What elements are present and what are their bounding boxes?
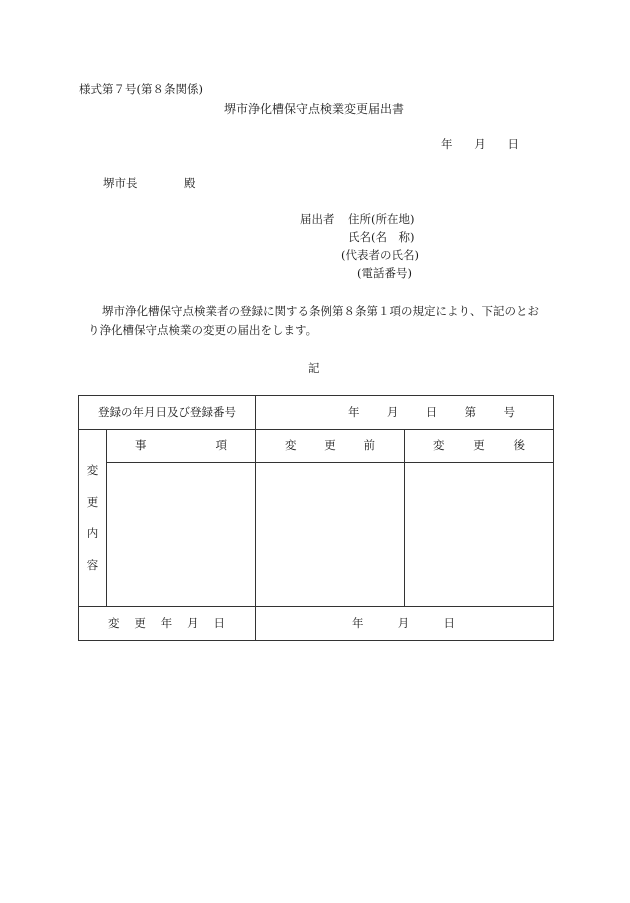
item-header-char: 項	[215, 438, 227, 453]
change-content-char: 容	[86, 557, 99, 572]
body-text-line2: り浄化槽保守点検業の変更の届出をします。	[88, 323, 318, 337]
notifier-address-label: 住所(所在地)	[348, 212, 415, 226]
change-date-label-char: 変	[108, 615, 120, 630]
date-month-label: 月	[474, 137, 486, 151]
item-header-char: 事	[135, 438, 147, 453]
before-header-char: 前	[363, 438, 375, 453]
change-date-day: 日	[443, 615, 455, 630]
registration-year: 年	[348, 404, 360, 419]
change-date-label-cell	[79, 607, 256, 641]
change-date-label-char: 更	[134, 615, 146, 630]
change-date-label-char: 年	[160, 615, 173, 630]
notifier-label: 届出者	[300, 212, 335, 226]
registration-label: 登録の年月日及び登録番号	[98, 404, 236, 419]
registration-day: 日	[425, 404, 438, 419]
before-header-cell	[256, 430, 405, 463]
after-input-cell[interactable]	[405, 463, 554, 607]
notifier-name-label: 氏名(名 称)	[348, 230, 415, 244]
registration-value-cell[interactable]	[256, 396, 554, 430]
change-content-char: 更	[86, 494, 99, 509]
after-header-char: 後	[513, 438, 525, 453]
addressee-name: 堺市長	[103, 176, 138, 190]
document-title: 堺市浄化槽保守点検業変更届出書	[224, 102, 405, 116]
change-date-label-char: 月	[187, 615, 199, 630]
after-header-cell	[405, 430, 554, 463]
form-number: 様式第７号(第８条関係)	[79, 82, 203, 96]
change-date-month: 月	[397, 615, 410, 630]
before-header-char: 変	[285, 438, 297, 453]
change-content-char: 変	[86, 463, 99, 477]
change-details-table	[78, 395, 554, 641]
change-content-label-cell	[79, 430, 107, 607]
after-header-char: 変	[433, 438, 445, 453]
change-date-label-char: 日	[213, 615, 225, 630]
notifier-representative-label: (代表者の氏名)	[341, 248, 419, 262]
item-header-cell	[107, 430, 256, 463]
change-date-value-cell[interactable]	[256, 607, 554, 641]
date-day-label: 日	[507, 137, 519, 151]
date-year-label: 年	[441, 137, 453, 151]
submission-date[interactable]	[441, 139, 519, 151]
registration-dai: 第	[464, 404, 477, 419]
registration-go: 号	[503, 404, 515, 419]
after-header-char: 更	[473, 438, 485, 453]
item-input-cell[interactable]	[107, 463, 256, 607]
notifier-phone-label: (電話番号)	[357, 266, 412, 280]
addressee-honorific: 殿	[184, 176, 196, 190]
body-text-line1: 堺市浄化槽保守点検業者の登録に関する条例第８条第１項の規定により、下記のとお	[102, 304, 539, 318]
registration-month: 月	[386, 404, 399, 419]
change-date-year: 年	[352, 615, 364, 630]
change-content-char: 内	[86, 526, 99, 540]
registration-label-cell	[79, 396, 256, 430]
record-heading: 記	[308, 361, 320, 375]
before-header-char: 更	[324, 438, 336, 453]
before-input-cell[interactable]	[256, 463, 405, 607]
